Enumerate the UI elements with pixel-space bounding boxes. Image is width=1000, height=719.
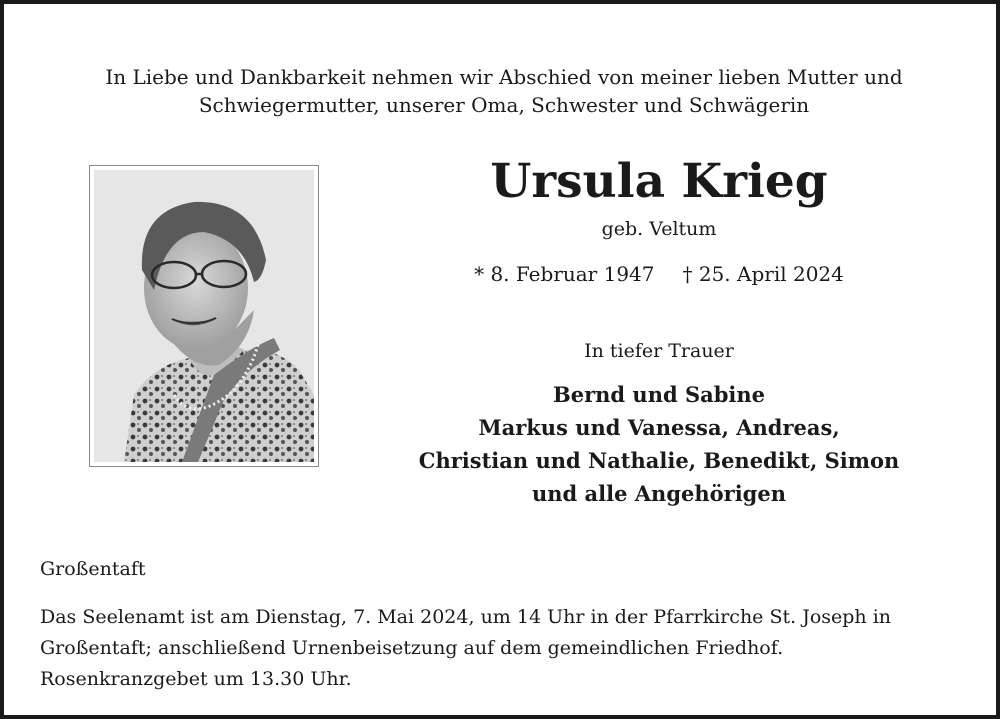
deceased-name: Ursula Krieg (490, 154, 828, 209)
family-line-1: Bernd und Sabine (552, 382, 766, 407)
service-line-2: Großentaft; anschließend Urnenbeisetzung auf dem gemeindlichen Friedhof. (40, 637, 784, 659)
birth-date: * 8. Februar 1947 (474, 262, 655, 286)
maiden-name: geb. Veltum (601, 218, 717, 240)
rosary-info: Rosenkranzgebet um 13.30 Uhr. (40, 668, 352, 690)
life-dates (359, 260, 959, 288)
portrait-photo-icon (94, 170, 314, 462)
intro-line-1: In Liebe und Dankbarkeit nehmen wir Abschied von meiner lieben Mutter und (105, 65, 903, 89)
service-info (40, 602, 970, 695)
intro-line-2: Schwiegermutter, unserer Oma, Schwester und Schwägerin (198, 93, 810, 117)
place-name: Großentaft (40, 558, 146, 580)
portrait-photo (89, 165, 319, 467)
mourning-heading: In tiefer Trauer (584, 340, 734, 362)
family-names (359, 378, 959, 510)
family-line-4: und alle Angehörigen (532, 481, 786, 506)
service-line-1: Das Seelenamt ist am Dienstag, 7. Mai 2024, um 14 Uhr in der Pfarrkirche St. Joseph in (40, 606, 892, 628)
death-date: † 25. April 2024 (682, 262, 844, 286)
intro-text (44, 63, 964, 119)
family-line-3: Christian und Nathalie, Benedikt, Simon (418, 448, 900, 473)
family-line-2: Markus und Vanessa, Andreas, (478, 415, 840, 440)
